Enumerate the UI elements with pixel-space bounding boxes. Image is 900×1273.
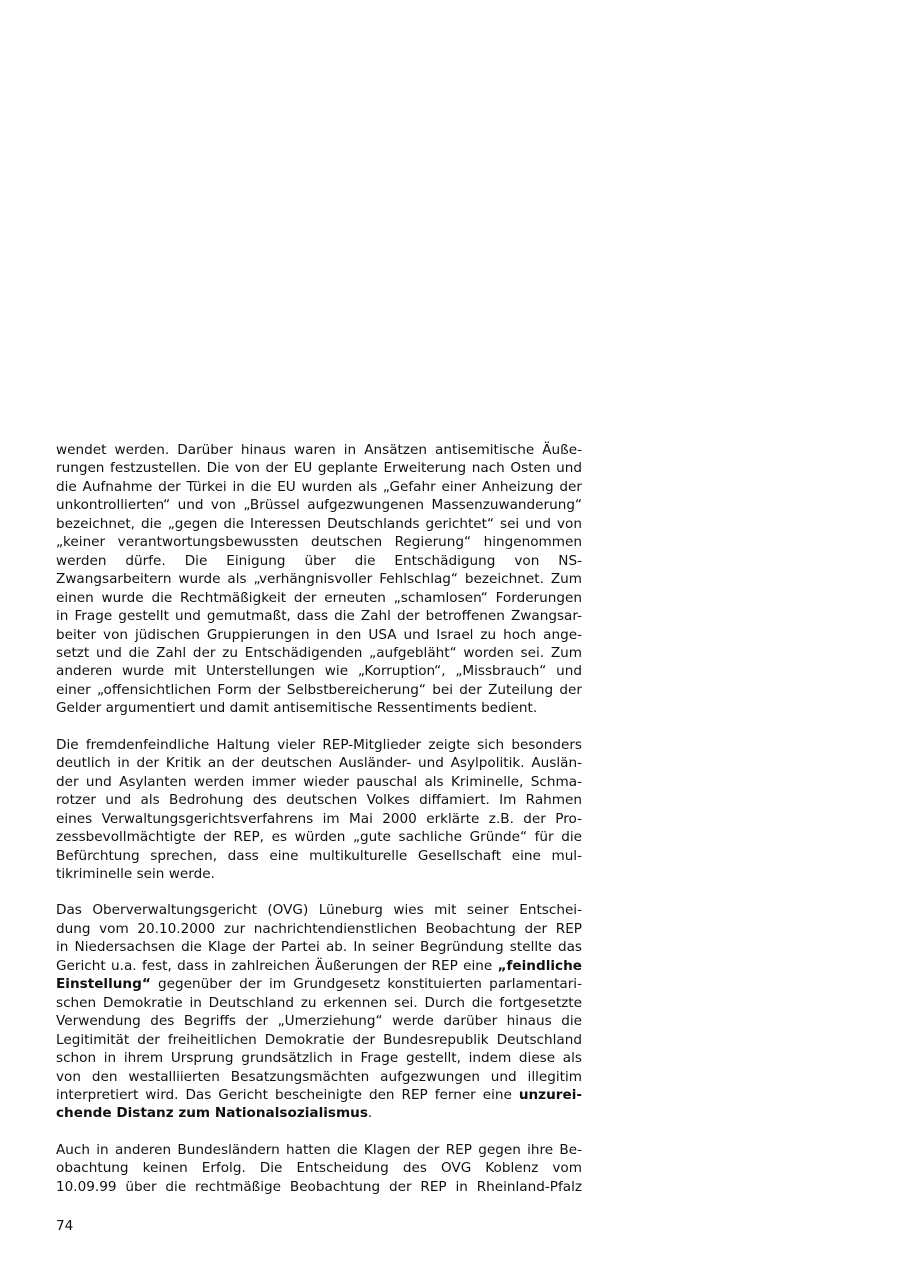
text-line	[56, 478, 582, 496]
text-line	[56, 533, 582, 551]
text-line	[56, 441, 582, 459]
text-segment: Verwendung des Begriffs der „Umerziehung“ werde darüber hinaus die	[56, 1013, 582, 1030]
text-segment: einer „offensichtlichen Form der Selbstbereicherung“ bei der Zuteilung der	[56, 681, 582, 698]
text-segment: anderen wurde mit Unterstellungen wie „Korruption“, „Missbrauch“ und	[56, 663, 582, 680]
text-segment: gegenüber der im Grundgesetz konstituierten parlamentari-	[150, 976, 582, 993]
paragraph	[56, 901, 582, 1122]
text-segment: zessbevollmächtigte der REP, es würden „gute sachliche Gründe“ für die	[56, 829, 582, 846]
text-line	[56, 1049, 582, 1067]
text-line	[56, 459, 582, 477]
text-segment: dung vom 20.10.2000 zur nachrichtendienstlichen Beobachtung der REP	[56, 920, 582, 937]
text-line	[56, 938, 582, 956]
text-segment: in Niedersachsen die Klage der Partei ab. In seiner Begründung stellte das	[56, 939, 582, 956]
page-number: 74	[56, 1218, 74, 1234]
text-segment: tikriminelle sein werde.	[56, 865, 215, 882]
text-segment: Auch in anderen Bundesländern hatten die Klagen der REP gegen ihre Be-	[56, 1141, 582, 1158]
bold-text: chende Distanz zum Nationalsozialismus	[56, 1105, 368, 1122]
text-segment: rungen festzustellen. Die von der EU geplante Erweiterung nach Osten und	[56, 460, 582, 477]
bold-text: „feindliche	[497, 957, 582, 974]
bold-text: Einstellung“	[56, 976, 151, 993]
text-segment: Die fremdenfeindliche Haltung vieler REP-Mitglieder zeigte sich besonders	[56, 736, 582, 753]
text-segment: wendet werden. Darüber hinaus waren in Ansätzen antisemitische Äuße-	[56, 442, 582, 458]
text-line	[56, 1012, 582, 1030]
text-line	[56, 791, 582, 809]
text-segment: .	[367, 1105, 373, 1122]
text-segment: obachtung keinen Erfolg. Die Entscheidung des OVG Koblenz vom	[56, 1160, 582, 1177]
text-line	[56, 736, 582, 754]
text-segment: beiter von jüdischen Gruppierungen in den USA und Israel zu hoch ange-	[56, 626, 582, 643]
text-segment: von den westalliierten Besatzungsmächten aufgezwungen und illegitim	[56, 1068, 582, 1085]
text-line	[56, 920, 582, 938]
text-segment: Zwangsarbeitern wurde als „verhängnisvoller Fehlschlag“ bezeichnet. Zum	[56, 571, 582, 588]
text-line	[56, 1086, 582, 1104]
text-line	[56, 847, 582, 865]
text-segment: Gericht u.a. fest, dass in zahlreichen Äußerungen der REP eine	[56, 957, 498, 974]
paragraph	[56, 1141, 582, 1196]
text-line	[56, 828, 582, 846]
text-line	[56, 773, 582, 791]
text-segment: unkontrollierten“ und von „Brüssel aufgezwungenen Massenzuwanderung“	[56, 497, 582, 514]
text-line	[56, 570, 582, 588]
text-segment: schen Demokratie in Deutschland zu erkennen sei. Durch die fortgesetzte	[56, 994, 582, 1011]
text-line	[56, 552, 582, 570]
text-line	[56, 975, 582, 993]
text-line	[56, 662, 582, 680]
text-line	[56, 644, 582, 662]
text-line	[56, 1104, 582, 1122]
text-line	[56, 901, 582, 919]
text-line	[56, 810, 582, 828]
text-segment: eines Verwaltungsgerichtsverfahrens im Mai 2000 erklärte z.B. der Pro-	[56, 810, 582, 827]
text-segment: rotzer und als Bedrohung des deutschen Volkes diffamiert. Im Rahmen	[56, 792, 582, 809]
text-segment: Das Oberverwaltungsgericht (OVG) Lüneburg wies mit seiner Entschei-	[56, 902, 582, 919]
text-segment: setzt und die Zahl der zu Entschädigenden „aufgebläht“ worden sei. Zum	[56, 644, 582, 661]
text-line	[56, 994, 582, 1012]
text-line	[56, 626, 582, 644]
text-line	[56, 1031, 582, 1049]
text-line	[56, 496, 582, 514]
text-segment: in Frage gestellt und gemutmaßt, dass die Zahl der betroffenen Zwangsar-	[56, 608, 582, 625]
text-segment: deutlich in der Kritik an der deutschen Ausländer- und Asylpolitik. Auslän-	[56, 755, 582, 772]
bold-text: unzurei-	[518, 1086, 582, 1103]
text-line	[56, 1159, 582, 1177]
text-segment: die Aufnahme der Türkei in die EU wurden als „Gefahr einer Anheizung der	[56, 478, 582, 495]
text-line	[56, 1178, 582, 1196]
text-segment: Legitimität der freiheitlichen Demokratie der Bundesrepublik Deutschland	[56, 1031, 582, 1048]
body-text	[56, 441, 582, 1214]
text-segment: Gelder argumentiert und damit antisemitische Ressentiments bedient.	[56, 700, 538, 717]
text-segment: schon in ihrem Ursprung grundsätzlich in Frage gestellt, indem diese als	[56, 1050, 582, 1067]
text-line	[56, 681, 582, 699]
text-line	[56, 1141, 582, 1159]
paragraph	[56, 736, 582, 884]
text-segment: interpretiert wird. Das Gericht bescheinigte den REP ferner eine	[56, 1086, 519, 1103]
text-segment: Befürchtung sprechen, dass eine multikulturelle Gesellschaft eine mul-	[56, 847, 582, 864]
text-segment: „keiner verantwortungsbewussten deutschen Regierung“ hingenommen	[56, 534, 582, 551]
text-segment: der und Asylanten werden immer wieder pauschal als Kriminelle, Schma-	[56, 773, 582, 790]
paragraph	[56, 441, 582, 718]
text-line	[56, 865, 582, 883]
text-line	[56, 754, 582, 772]
text-line	[56, 515, 582, 533]
text-segment: bezeichnet, die „gegen die Interessen Deutschlands gerichtet“ sei und von	[56, 515, 582, 532]
text-line	[56, 957, 582, 975]
text-line	[56, 607, 582, 625]
text-segment: 10.09.99 über die rechtmäßige Beobachtung der REP in Rheinland-Pfalz	[56, 1178, 582, 1195]
text-segment: werden dürfe. Die Einigung über die Entschädigung von NS-	[56, 552, 582, 569]
text-line	[56, 699, 582, 717]
text-line	[56, 1068, 582, 1086]
text-segment: einen wurde die Rechtmäßigkeit der erneuten „schamlosen“ Forderungen	[56, 589, 582, 606]
text-line	[56, 589, 582, 607]
